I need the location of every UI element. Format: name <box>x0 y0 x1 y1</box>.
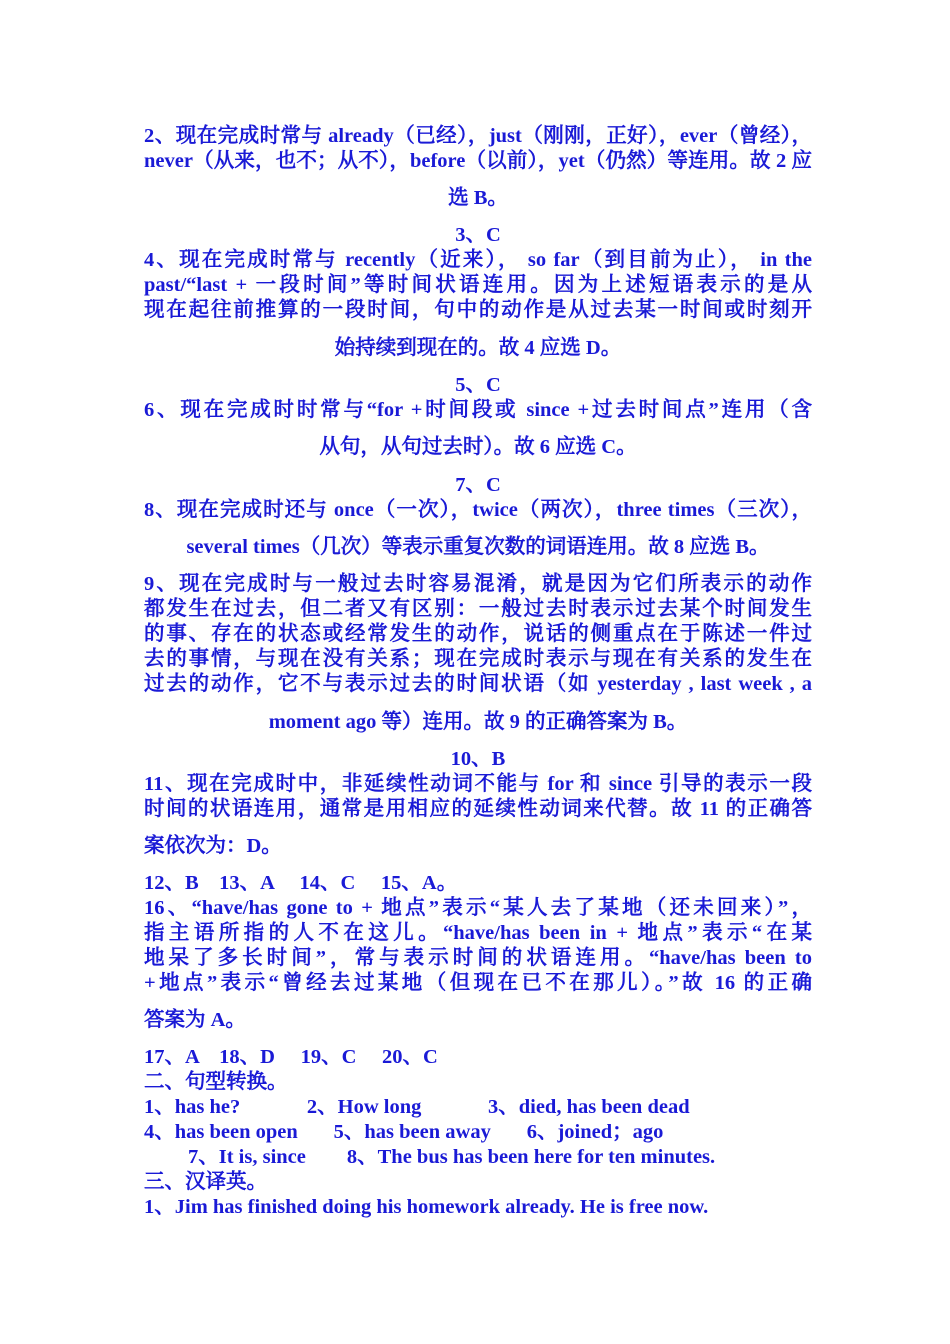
answer-line: 1、has he? 2、How long 3、died, has been dead <box>144 1096 690 1118</box>
text-line: 地呆了多长时间”，常与表示时间的状语连用。“have/has been to <box>144 947 812 969</box>
answer-line: 7、C <box>455 474 501 496</box>
answer-line: 3、C <box>455 224 501 246</box>
text-line: 16、“have/has gone to + 地点”表示“某人去了某地（还未回来）”， <box>144 897 812 919</box>
text-line: 8、现在完成时还与 once（一次），twice（两次），three times（三次）， <box>144 499 812 521</box>
text-line: 6、现在完成时时常与“for +时间段或 since +过去时间点”连用（含 <box>144 399 812 421</box>
text-line: never（从来，也不；从不），before（以前），yet（仍然）等连用。故 2 应 <box>144 150 812 172</box>
text-line: 4、现在完成时常与 recently（近来）， so far（到目前为止）， in the <box>144 249 812 271</box>
answer-line: 10、B <box>450 748 506 770</box>
text-line: 过去的动作，它不与表示过去的时间状语（如 yesterday , last week , a <box>144 673 812 695</box>
text-line: 从句，从句过去时）。故 6 应选 C。 <box>319 436 637 458</box>
text-line: 的事、存在的状态或经常发生的动作，说话的侧重点在于陈述一件过 <box>144 623 812 645</box>
answer-line: 17、A 18、D 19、C 20、C <box>144 1046 438 1068</box>
text-line: 9、现在完成时与一般过去时容易混淆，就是因为它们所表示的动作 <box>144 573 812 595</box>
text-line: 案依次为：D。 <box>144 835 282 857</box>
answer-line: 7、It is, since 8、The bus has been here for ten minutes. <box>188 1146 716 1168</box>
answer-line: 5、C <box>455 374 501 396</box>
text-line: 11、现在完成时中，非延续性动词不能与 for 和 since 引导的表示一段 <box>144 773 812 795</box>
text-line: 指主语所指的人不在这儿。“have/has been in + 地点”表示“在某 <box>144 922 812 944</box>
answer-line: 12、B 13、A 14、C 15、A。 <box>144 872 458 894</box>
text-line: past/“last + 一段时间”等时间状语连用。因为上述短语表示的是从 <box>144 274 812 296</box>
text-line: 答案为 A。 <box>144 1009 246 1031</box>
text-line: 去的事情，与现在没有关系；现在完成时表示与现在有关系的发生在 <box>144 648 812 670</box>
text-line: 始持续到现在的。故 4 应选 D。 <box>334 337 622 359</box>
text-line: 现在起往前推算的一段时间，句中的动作是从过去某一时间或时刻开 <box>144 299 812 321</box>
text-line: several times（几次）等表示重复次数的词语连用。故 8 应选 B。 <box>186 536 770 558</box>
text-line: +地点”表示“曾经去过某地（但现在已不在那儿）。”故 16 的正确 <box>144 972 812 994</box>
answer-line: 1、Jim has finished doing his homework already. He is free now. <box>144 1196 709 1218</box>
text-line: moment ago 等）连用。故 9 的正确答案为 B。 <box>268 711 688 733</box>
text-line: 选 B。 <box>448 187 508 209</box>
text-line: 2、现在完成时常与 already（已经），just（刚刚，正好），ever（曾经）， <box>144 125 812 147</box>
section-heading: 二、句型转换。 <box>144 1071 288 1093</box>
text-line: 时间的状语连用，通常是用相应的延续性动词来代替。故 11 的正确答 <box>144 798 812 820</box>
answer-line: 4、has been open 5、has been away 6、joined；ago <box>144 1121 664 1143</box>
text-line: 都发生在过去，但二者又有区别：一般过去时表示过去某个时间发生 <box>144 598 812 620</box>
section-heading: 三、汉译英。 <box>144 1171 267 1193</box>
